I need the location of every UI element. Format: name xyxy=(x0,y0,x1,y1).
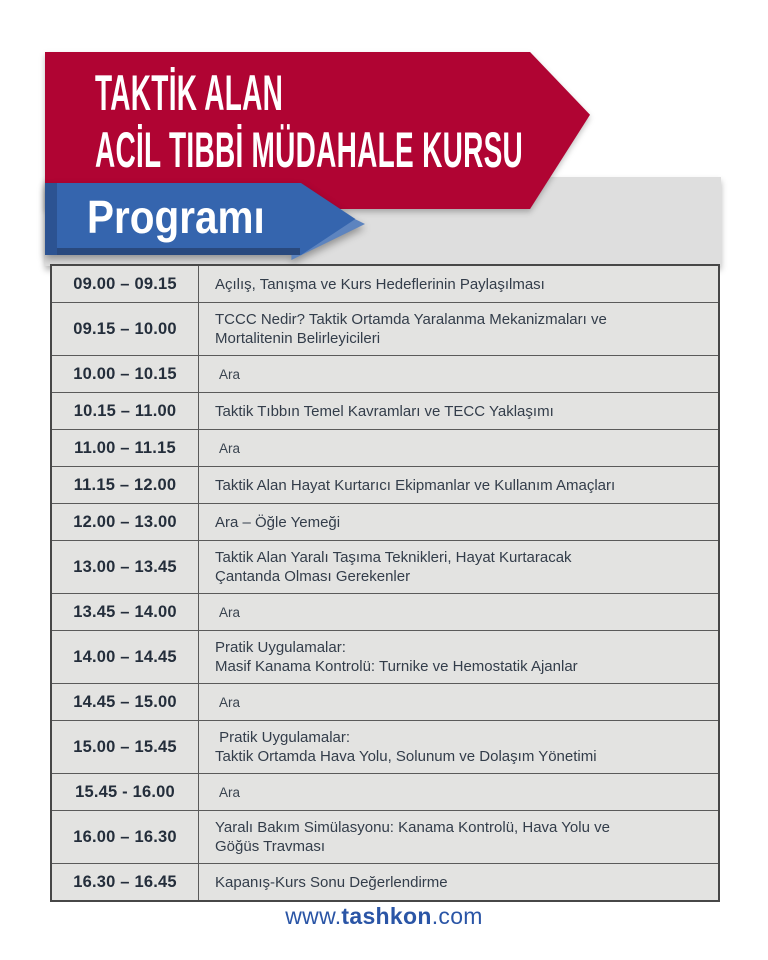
time-cell: 14.00 – 14.45 xyxy=(52,631,199,683)
course-title-line1 xyxy=(95,64,768,121)
footer-url xyxy=(0,903,768,930)
table-row xyxy=(52,392,718,429)
description-cell xyxy=(199,266,718,302)
description-cell xyxy=(199,303,718,355)
table-row xyxy=(52,355,718,392)
time-cell: 10.15 – 11.00 xyxy=(52,393,199,429)
description-line: Pratik Uygulamalar: xyxy=(215,639,346,656)
course-title-line2-text: ACİL TIBBİ MÜDAHALE KURSU xyxy=(95,121,524,178)
course-title xyxy=(95,64,768,178)
table-row xyxy=(52,540,718,593)
description-line: Taktik Alan Yaralı Taşıma Teknikleri, Hayat Kurtaracak xyxy=(215,549,572,566)
description-cell xyxy=(199,430,718,466)
footer-tld: .com xyxy=(431,903,483,929)
table-row xyxy=(52,429,718,466)
description-cell xyxy=(199,393,718,429)
time-cell: 15.45 - 16.00 xyxy=(52,774,199,810)
time-cell: 13.45 – 14.00 xyxy=(52,594,199,630)
table-row xyxy=(52,593,718,630)
ribbon-left-fold xyxy=(45,183,57,255)
time-cell: 15.00 – 15.45 xyxy=(52,721,199,773)
table-row xyxy=(52,683,718,720)
description-line: Pratik Uygulamalar: xyxy=(215,729,351,746)
time-cell: 11.15 – 12.00 xyxy=(52,467,199,503)
description-line: Göğüs Travması xyxy=(215,838,326,855)
time-cell: 09.15 – 10.00 xyxy=(52,303,199,355)
program-subtitle xyxy=(87,188,289,246)
description-line: Ara xyxy=(219,604,241,620)
description-line: Mortalitenin Belirleyicileri xyxy=(215,330,381,347)
table-row xyxy=(52,630,718,683)
description-line: Taktik Tıbbın Temel Kavramları ve TECC Yaklaşımı xyxy=(215,402,554,420)
description-line: Çantanda Olması Gerekenler xyxy=(215,568,411,585)
description-cell xyxy=(199,721,718,773)
description-cell xyxy=(199,684,718,720)
program-subtitle-text: Programı xyxy=(87,191,265,243)
description-cell xyxy=(199,467,718,503)
schedule-table xyxy=(50,264,720,902)
description-line: Ara xyxy=(219,440,241,456)
time-cell: 13.00 – 13.45 xyxy=(52,541,199,593)
table-row xyxy=(52,302,718,355)
time-cell: 09.00 – 09.15 xyxy=(52,266,199,302)
description-line: Ara xyxy=(219,366,241,382)
description-line: Açılış, Tanışma ve Kurs Hedeflerinin Paylaşılması xyxy=(215,275,545,293)
course-title-line2 xyxy=(95,121,768,178)
description-line: Ara xyxy=(219,784,241,800)
blue-ribbon-banner xyxy=(45,183,365,255)
description-line: Ara xyxy=(219,694,241,710)
table-row xyxy=(52,503,718,540)
time-cell: 16.00 – 16.30 xyxy=(52,811,199,863)
table-row xyxy=(52,863,718,900)
time-cell: 12.00 – 13.00 xyxy=(52,504,199,540)
footer-www: www. xyxy=(285,903,342,929)
description-cell xyxy=(199,504,718,540)
table-row xyxy=(52,720,718,773)
description-cell xyxy=(199,774,718,810)
description-cell xyxy=(199,631,718,683)
description-line: Ara – Öğle Yemeği xyxy=(215,513,341,531)
description-cell xyxy=(199,594,718,630)
footer-brand: tashkon xyxy=(341,903,432,929)
description-cell xyxy=(199,356,718,392)
description-line: Taktik Ortamda Hava Yolu, Solunum ve Dolaşım Yönetimi xyxy=(215,748,597,765)
description-cell xyxy=(199,541,718,593)
description-line: Masif Kanama Kontrolü: Turnike ve Hemostatik Ajanlar xyxy=(215,658,578,675)
time-cell: 16.30 – 16.45 xyxy=(52,864,199,900)
table-row xyxy=(52,773,718,810)
course-title-line1-text: TAKTİK ALAN xyxy=(95,64,284,121)
description-cell xyxy=(199,864,718,900)
description-line: TCCC Nedir? Taktik Ortamda Yaralanma Mekanizmaları ve xyxy=(215,311,607,328)
ribbon-bottom-fold xyxy=(57,248,300,255)
table-row xyxy=(52,466,718,503)
time-cell: 14.45 – 15.00 xyxy=(52,684,199,720)
time-cell: 10.00 – 10.15 xyxy=(52,356,199,392)
description-cell xyxy=(199,811,718,863)
description-line: Taktik Alan Hayat Kurtarıcı Ekipmanlar ve Kullanım Amaçları xyxy=(215,476,616,494)
table-row xyxy=(52,810,718,863)
table-row xyxy=(52,266,718,302)
time-cell: 11.00 – 11.15 xyxy=(52,430,199,466)
description-line: Kapanış-Kurs Sonu Değerlendirme xyxy=(215,873,448,891)
description-line: Yaralı Bakım Simülasyonu: Kanama Kontrolü, Hava Yolu ve xyxy=(215,819,610,836)
